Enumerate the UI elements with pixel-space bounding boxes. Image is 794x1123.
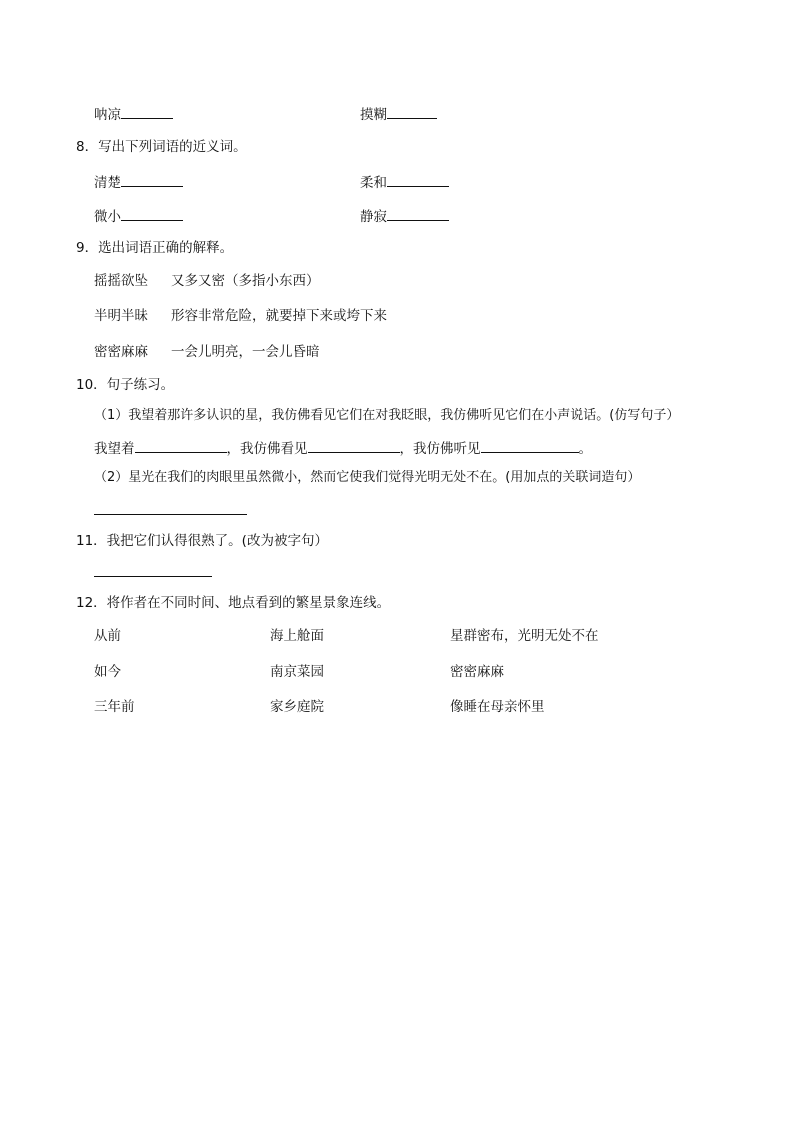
q10-sub1: （1）我望着那许多认识的星，我仿佛看见它们在对我眨眼，我仿佛听见它们在小声说话。(仿写句子） bbox=[94, 408, 680, 423]
q7-item-right bbox=[360, 104, 437, 124]
q7-item-left bbox=[94, 104, 173, 124]
q12-place[interactable]: 南京菜园 bbox=[270, 664, 324, 680]
q12-place[interactable]: 家乡庭院 bbox=[270, 699, 324, 715]
q7-word-left: 呐凉 bbox=[94, 107, 121, 123]
q10-fill-part: ，我仿佛听见 bbox=[399, 441, 481, 457]
answer-blank[interactable] bbox=[481, 438, 579, 453]
q10-title: 10．句子练习。 bbox=[76, 377, 175, 393]
q9-word[interactable]: 半明半昧 bbox=[94, 308, 148, 324]
q9-meaning[interactable]: 又多又密（多指小东西） bbox=[171, 273, 320, 289]
q8-item bbox=[94, 172, 183, 192]
q12-time[interactable]: 从前 bbox=[94, 628, 121, 644]
q8-item bbox=[94, 206, 183, 226]
answer-blank[interactable] bbox=[121, 104, 173, 119]
q10-fill-part: ，我仿佛看见 bbox=[226, 441, 308, 457]
q11-title: 11．我把它们认得很熟了。(改为被字句） bbox=[76, 533, 328, 549]
q10-sub2: （2）星光在我们的肉眼里虽然微小，然而它使我们觉得光明无处不在。(用加点的关联词造句） bbox=[94, 470, 641, 485]
q8-word: 清楚 bbox=[94, 175, 121, 191]
answer-line[interactable] bbox=[94, 576, 212, 577]
q8-item bbox=[360, 172, 449, 192]
answer-blank[interactable] bbox=[135, 438, 227, 453]
q9-title: 9．选出词语正确的解释。 bbox=[76, 240, 234, 256]
q12-scene[interactable]: 密密麻麻 bbox=[450, 664, 504, 680]
q12-place[interactable]: 海上舱面 bbox=[270, 628, 324, 644]
q9-meaning[interactable]: 一会儿明亮，一会儿昏暗 bbox=[171, 344, 320, 360]
q9-word[interactable]: 密密麻麻 bbox=[94, 344, 148, 360]
q9-meaning[interactable]: 形容非常危险，就要掉下来或垮下来 bbox=[171, 308, 387, 324]
answer-blank[interactable] bbox=[121, 172, 183, 187]
q12-scene[interactable]: 星群密布，光明无处不在 bbox=[450, 628, 599, 644]
q8-title: 8．写出下列词语的近义词。 bbox=[76, 139, 247, 155]
q8-word: 微小 bbox=[94, 209, 121, 225]
q12-title: 12．将作者在不同时间、地点看到的繁星景象连线。 bbox=[76, 595, 391, 611]
answer-blank[interactable] bbox=[387, 172, 449, 187]
q8-word: 柔和 bbox=[360, 175, 387, 191]
q8-word: 静寂 bbox=[360, 209, 387, 225]
q8-item bbox=[360, 206, 449, 226]
q10-fill-part: 。 bbox=[578, 441, 592, 457]
answer-blank[interactable] bbox=[308, 438, 400, 453]
q9-word[interactable]: 摇摇欲坠 bbox=[94, 273, 148, 289]
answer-blank[interactable] bbox=[387, 104, 437, 119]
q10-fill-part: 我望着 bbox=[94, 441, 135, 457]
q12-time[interactable]: 如今 bbox=[94, 664, 121, 680]
q7-word-right: 摸糊 bbox=[360, 107, 387, 123]
answer-blank[interactable] bbox=[121, 206, 183, 221]
q12-scene[interactable]: 像睡在母亲怀里 bbox=[450, 699, 545, 715]
q12-time[interactable]: 三年前 bbox=[94, 699, 135, 715]
q10-fill-line bbox=[94, 438, 592, 458]
answer-line[interactable] bbox=[94, 514, 247, 515]
answer-blank[interactable] bbox=[387, 206, 449, 221]
